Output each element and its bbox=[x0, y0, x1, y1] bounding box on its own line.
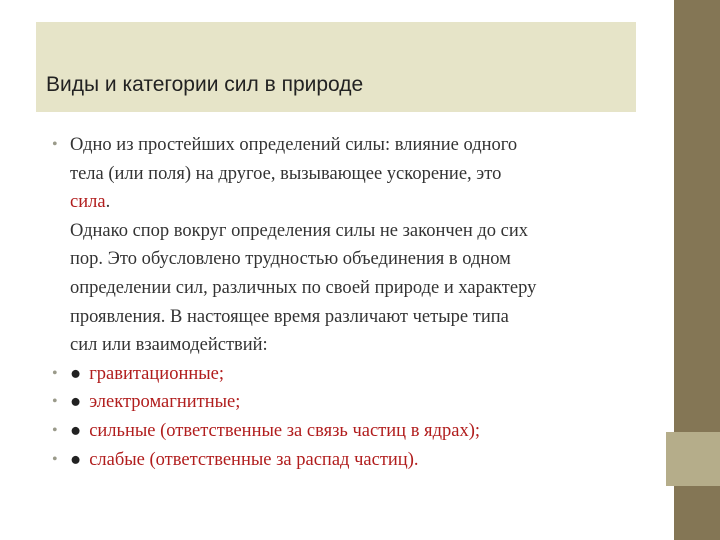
text-line: пор. Это обусловлено трудностью объединения в одном bbox=[70, 249, 511, 270]
text-line: определении сил, различных по своей природе и характеру bbox=[70, 277, 537, 298]
bullet-marker: • bbox=[52, 364, 58, 382]
bullet-marker: • bbox=[52, 450, 58, 468]
text-line: сил или взаимодействий: bbox=[70, 335, 268, 356]
paragraph-intro bbox=[52, 131, 642, 360]
term-suffix: . bbox=[105, 192, 111, 213]
force-type-electromagnetic: электромагнитные; bbox=[89, 392, 241, 413]
text-line: Однако спор вокруг определения силы не закончен до сих bbox=[70, 220, 529, 241]
text-line: проявления. В настоящее время различают четыре типа bbox=[70, 306, 509, 327]
list-item bbox=[52, 446, 642, 475]
slide-content bbox=[52, 131, 642, 474]
dot-icon: ● bbox=[70, 392, 82, 413]
list-item bbox=[52, 417, 642, 446]
dot-icon: ● bbox=[70, 420, 82, 441]
force-type-gravitational: гравитационные; bbox=[89, 363, 225, 384]
bullet-marker: • bbox=[52, 136, 58, 153]
dot-icon: ● bbox=[70, 449, 82, 470]
slide-title: Виды и категории сил в природе bbox=[46, 73, 364, 96]
force-type-strong: сильные (ответственные за связь частиц в ядрах); bbox=[89, 420, 480, 441]
bullet-marker: • bbox=[52, 421, 58, 439]
force-type-weak: слабые (ответственные за распад частиц). bbox=[89, 449, 419, 470]
decorative-sidebar bbox=[666, 0, 720, 540]
title-box bbox=[36, 22, 636, 112]
text-line: тела (или поля) на другое, вызывающее ускорение, это bbox=[70, 163, 502, 184]
bullet-marker: • bbox=[52, 393, 58, 411]
list-item bbox=[52, 388, 642, 417]
term-line bbox=[70, 188, 642, 217]
term-sila: сила bbox=[70, 192, 106, 213]
list-item bbox=[52, 360, 642, 389]
dot-icon: ● bbox=[70, 363, 82, 384]
sidebar-accent-block bbox=[666, 432, 720, 486]
text-line: Одно из простейших определений силы: влияние одного bbox=[70, 135, 518, 155]
